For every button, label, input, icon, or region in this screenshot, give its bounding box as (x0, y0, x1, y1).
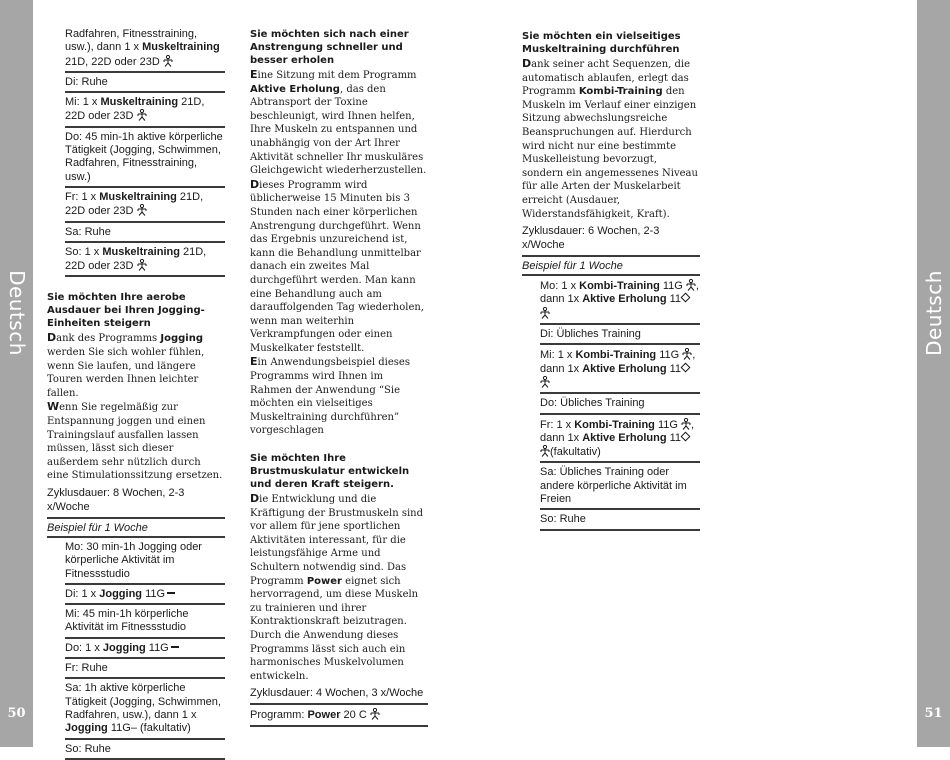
schedule-entry: Mi: 45 min-1h körperliche Aktivität im Fitnessstudio (65, 605, 225, 639)
dash-symbol (171, 646, 179, 648)
diamond-symbol (681, 293, 691, 303)
schedule-entry: Sa: 1h aktive körperliche Tätigkeit (Jogging, Schwimmen, Radfahren, usw.), dann 1 x Jogging 11G– (fakultativ) (65, 679, 225, 739)
figure-icon (163, 55, 173, 67)
schedule-entry: Mi: 1 x Kombi-Training 11G , dann 1x Aktive Erholung 11 (540, 345, 700, 394)
section-heading: Sie möchten sich nach einer Anstrengung schneller und besser erholen (250, 29, 409, 66)
schedule-entry: Fr: 1 x Muskeltraining 21D, 22D oder 23D (65, 188, 225, 223)
cycle-duration: Zyklusdauer: 6 Wochen, 2-3 x/Woche (522, 221, 700, 257)
schedule-entry: So: Ruhe (540, 510, 700, 530)
right-margin-tab (917, 0, 950, 747)
schedule-entry: Radfahren, Fitnesstraining, usw.), dann 1 x Muskeltraining 21D, 22D oder 23D (65, 28, 225, 73)
example-heading: Beispiel für 1 Woche (522, 257, 700, 276)
figure-icon (137, 259, 147, 271)
figure-icon (540, 376, 550, 388)
figure-icon (370, 708, 380, 720)
cycle-duration: Zyklusdauer: 4 Wochen, 3 x/Woche (250, 683, 428, 705)
figure-icon (686, 279, 696, 291)
figure-icon (540, 307, 550, 319)
schedule-entry: Do: Übliches Training (540, 394, 700, 414)
schedule-entry: Mi: 1 x Muskeltraining 21D, 22D oder 23D (65, 93, 225, 128)
section-heading: Sie möchten Ihre aerobe Ausdauer bei Ihren Jogging-Einheiten steigern (47, 292, 205, 330)
column-1 (47, 28, 225, 760)
section-body: Die Entwicklung und die Kräftigung der Brustmuskeln sind vor allem für jene sportlichen Aktivitäten interessant, für die leistungsfähige Arme und Schultern notwendig sind. Das Programm Power eignet sich hervorragend, um diese Muskeln zu trainieren und ihrer Kontraktionskraft beizutragen. Durch die Anwendung dieses Programms lässt sich auch ein harmonisches Muskelvolumen entwickeln. (250, 492, 424, 682)
language-tab-left (0, 265, 33, 360)
figure-icon (682, 348, 692, 360)
weekplan-top (47, 28, 225, 277)
column-3 (522, 30, 700, 531)
weekplan-jogging (47, 538, 225, 760)
schedule-entry: Sa: Übliches Training oder andere körperliche Aktivität im Freien (540, 463, 700, 510)
diamond-symbol (681, 362, 691, 372)
language-label: Deutsch (921, 269, 946, 356)
dash-symbol (167, 592, 175, 594)
page-number-right: 51 (924, 706, 943, 721)
section-heading: Sie möchten ein vielseitiges Muskeltraining durchführen (522, 31, 681, 55)
page-number-left: 50 (7, 706, 26, 721)
left-margin-tab (0, 0, 33, 747)
schedule-entry: Fr: 1 x Kombi-Training 11G , dann 1x Aktive Erholung 11 (fakultativ) (540, 415, 700, 464)
diamond-symbol (681, 431, 691, 441)
figure-icon (137, 204, 147, 216)
program-line: Programm: Power 20 C (250, 705, 428, 727)
schedule-entry: Sa: Ruhe (65, 223, 225, 243)
figure-icon (540, 445, 550, 457)
schedule-entry: Mo: 1 x Kombi-Training 11G , dann 1x Aktive Erholung 11 (540, 276, 700, 325)
section-heading: Sie möchten Ihre Brustmuskulatur entwickeln und deren Kraft steigern. (250, 453, 410, 491)
example-heading: Beispiel für 1 Woche (47, 519, 225, 538)
schedule-entry: Do: 45 min-1h aktive körperliche Tätigkeit (Jogging, Schwimmen, Radfahren, Fitnesstraining, usw.) (65, 128, 225, 188)
schedule-entry: So: Ruhe (65, 740, 225, 760)
language-label: Deutsch (4, 269, 29, 356)
section-body: Eine Sitzung mit dem Programm Aktive Erholung, das den Abtransport der Toxine beschleunigt, wird Ihnen helfen, Ihre Muskeln zu entspannen und unabhängig von der Art Ihrer Aktivität schneller Ihr muskuläres Gleichgewicht wiederherzustellen. Dieses Programm wird üblicherweise 15 Minuten bis 3 Stunden nach einer körperlichen Anstrengung durchgeführt. Wenn das Ergebnis unzureichend ist, kann die Behandlung unmittelbar danach ein zweites Mal durchgeführt werden. Man kann eine Behandlung auch am darauffolgenden Tag wiederholen, wenn man weiterhin Verkrampfungen oder einen Muskelkater feststellt. Ein Anwendungsbeispiel dieses Programms wird Ihnen im Rahmen der Anwendung “Sie möchten ein vielseitiges Muskeltraining durchführen” vorgeschlagen (250, 68, 427, 437)
section-body: Dank des Programms Jogging werden Sie sich wohler fühlen, wenn Sie laufen, und längere Touren werden Ihnen leichter fallen. Wenn Sie regelmäßig zur Entspannung joggen und einen Trainingslauf ausfallen lassen müssen, lässt sich dieser außerdem sehr nützlich durch eine Stimulationssitzung ersetzen. (47, 331, 223, 482)
schedule-entry: So: 1 x Muskeltraining 21D, 22D oder 23D (65, 243, 225, 278)
column-2 (250, 28, 428, 727)
schedule-entry: Di: 1 x Jogging 11G (65, 585, 225, 605)
cycle-duration: Zyklusdauer: 8 Wochen, 2-3 x/Woche (47, 483, 225, 519)
schedule-entry: Mo: 30 min-1h Jogging oder körperliche Aktivität im Fitnessstudio (65, 538, 225, 585)
schedule-entry: Di: Übliches Training (540, 325, 700, 345)
section-body: Dank seiner acht Sequenzen, die automatisch ablaufen, erlegt das Programm Kombi-Training den Muskeln im Verlauf einer einzigen Sitzung abwechslungsreiche Beanspruchungen auf. Hierdurch wird nicht nur eine bestimmte Muskelleistung bevorzugt, sondern ein angemessenes Niveau für alle Arten der Muskelarbeit erreicht (Ausdauer, Widerstandsfähigkeit, Kraft). (522, 57, 698, 220)
figure-icon (137, 109, 147, 121)
language-tab-right (917, 265, 950, 360)
schedule-entry: Do: 1 x Jogging 11G (65, 639, 225, 659)
weekplan-kombi (522, 276, 700, 530)
figure-icon (681, 418, 691, 430)
schedule-entry: Fr: Ruhe (65, 659, 225, 679)
schedule-entry: Di: Ruhe (65, 73, 225, 93)
